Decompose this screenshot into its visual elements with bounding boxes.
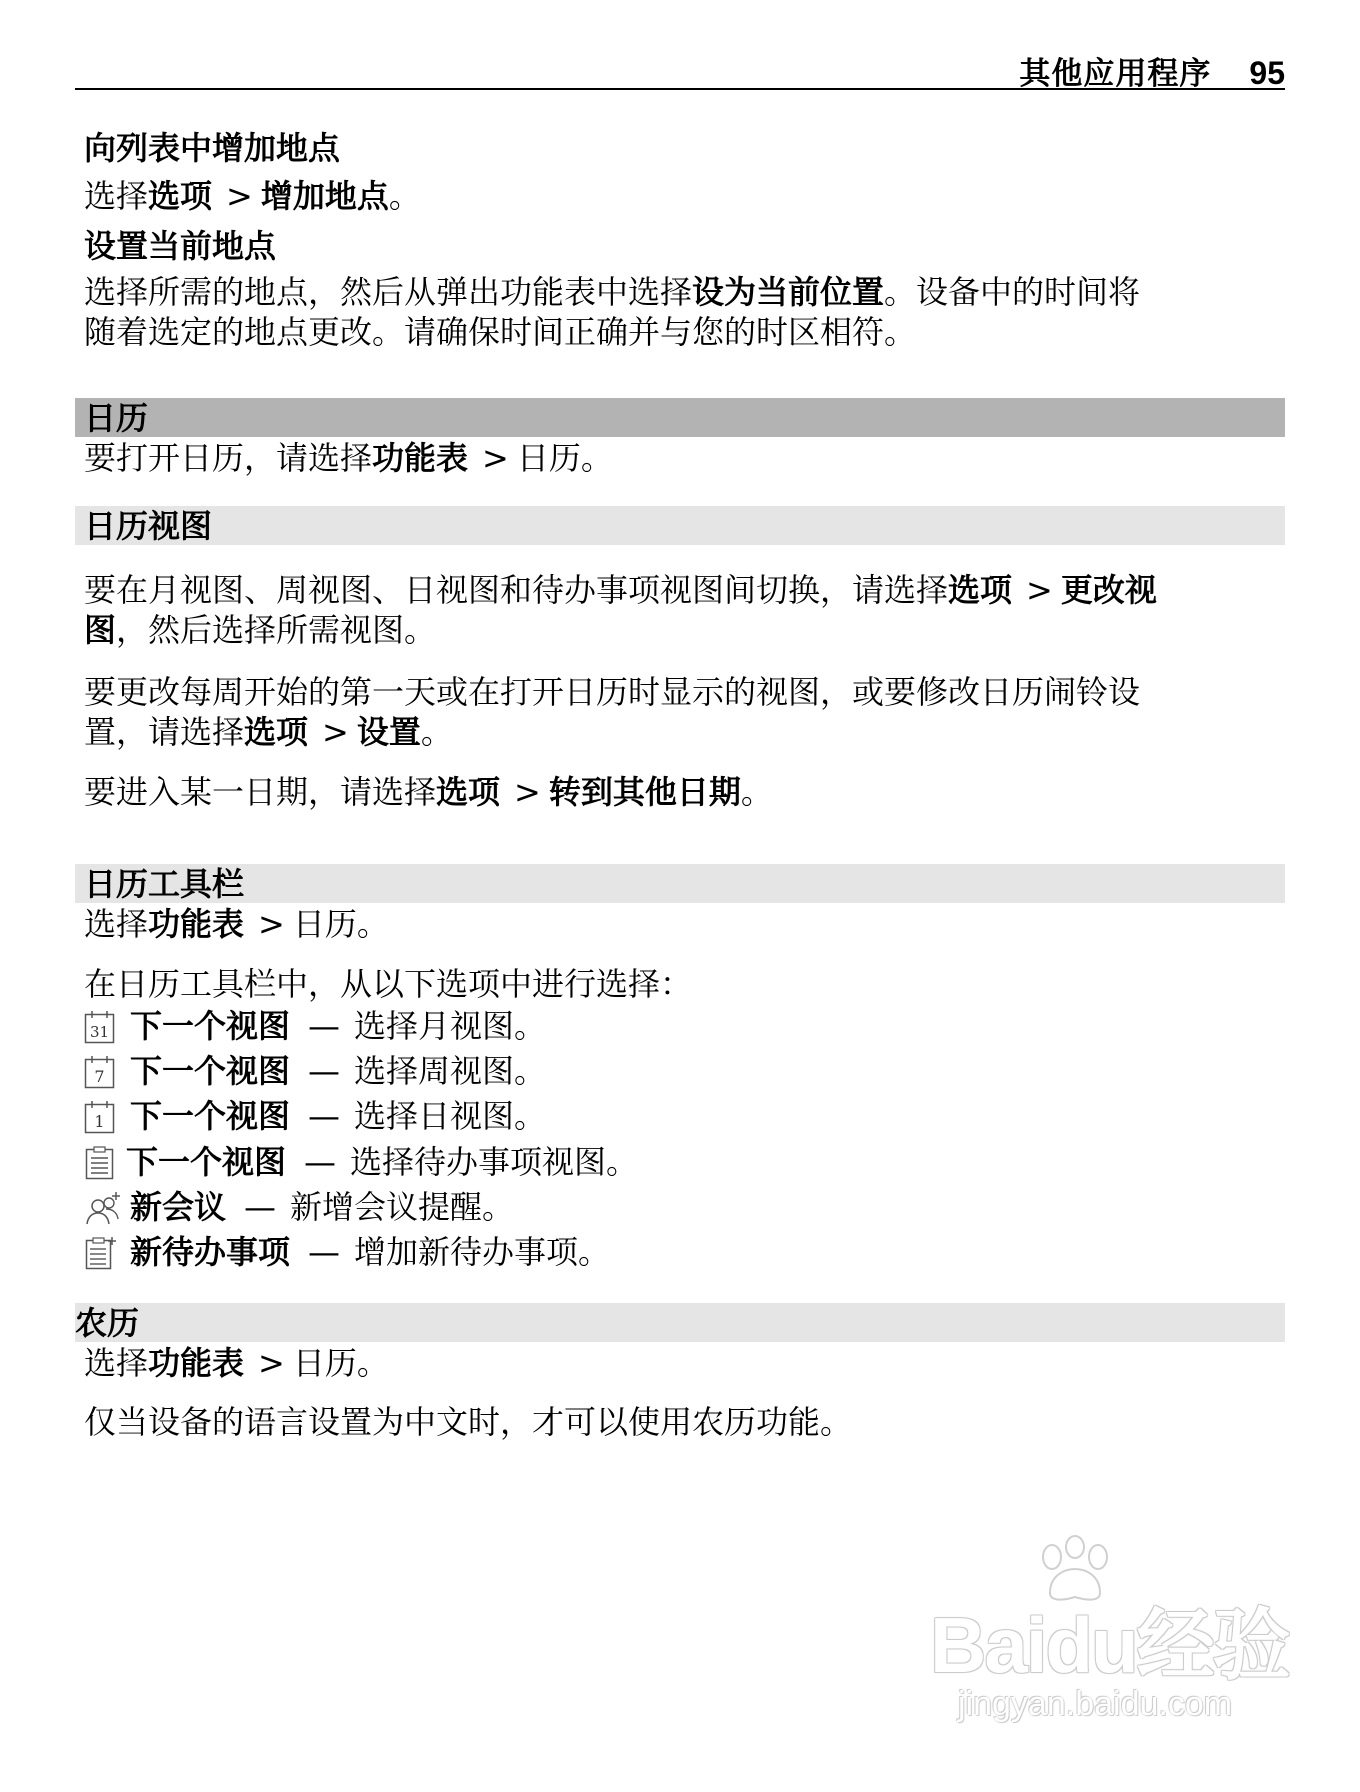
set-location-text-line1: 选择所需的地点，然后从弹出功能表中选择设为当前位置。设备中的时间将 xyxy=(84,273,1141,311)
options-label: 选项 xyxy=(948,571,1013,609)
new-todo-icon xyxy=(84,1236,116,1270)
settings-label: 设置 xyxy=(356,713,421,751)
add-location-heading: 向列表中增加地点 xyxy=(84,129,341,167)
add-location-section xyxy=(84,128,421,216)
lunar-heading: 农历 xyxy=(75,1304,140,1342)
toolbar-open-text: 选择功能表 > 日历。 xyxy=(84,905,389,943)
go-to-date-label: 转到其他日期 xyxy=(548,773,741,811)
calendar-heading: 日历 xyxy=(84,399,149,437)
month-view-icon xyxy=(84,1010,116,1044)
lunar-heading-bar xyxy=(75,1303,1285,1342)
day-view-icon xyxy=(84,1100,116,1134)
set-current-location-label: 设为当前位置 xyxy=(692,273,885,311)
todo-view-icon xyxy=(84,1146,116,1180)
calendar-views-heading-bar xyxy=(75,506,1285,545)
menu-label: 功能表 xyxy=(148,905,245,943)
baidu-watermark xyxy=(930,1535,1290,1755)
options-label: 选项 xyxy=(244,713,309,751)
add-location-label: 增加地点 xyxy=(260,177,389,215)
svg-text:1: 1 xyxy=(94,1112,105,1131)
week-view-icon xyxy=(84,1055,116,1089)
toolbar-item-label: 新会议 xyxy=(130,1188,227,1226)
toolbar-item-label: 下一个视图 xyxy=(130,1097,291,1135)
calendar-open-text: 要打开日历，请选择功能表 > 日历。 xyxy=(84,439,613,477)
views-paragraph-3: 要进入某一日期，请选择选项 > 转到其他日期。 xyxy=(84,773,773,811)
calendar-toolbar-heading-bar xyxy=(75,864,1285,903)
toolbar-intro: 在日历工具栏中，从以下选项中进行选择： xyxy=(84,965,693,1003)
page-number: 95 xyxy=(1249,55,1285,91)
calendar-heading-bar xyxy=(75,398,1285,437)
calendar-views-heading: 日历视图 xyxy=(84,507,213,545)
manual-page: 其他应用程序 95 向列表中增加地点 选择选项 > 增加地点。 设置当前地点 选择所需的地点，然后从弹出功能表中选择设为当前位置。设备中的时间将 随着选定的地点更改。请确保时间正确并与您的时区相符。 日历 要打开日历，请选择功能表 > 日历。 日历视图 要在月视图、周视图、日视图和待办事项视图间切换，请选择选项 > 更改视 图，然后选择所需视图。 要更改每周开始的第一天或在打开日历时显示的视图，或要修改日历闹铃设 置，请选择选项 > 设置。 要进入某一日期，请选择选项 > 转到其他日期。 日历工具栏 选择功能表 > 日历。 在日历工具栏中，从以下选项中进行选择： 31 下一个视图 — 选择月视图。 7 下一个视图 — 选择周视图。 1 下一个视图 — 选择日视图。 下一个视图 — 选择待办事项视图。 新会议 — 新增会议提醒。 新待办事项 — 增加新待办事项。 农历 选择功能表 > 日历。 仅当设备的语言设置为中文时，才可以使用农历功能。 Baidu经验 jingyan.baidu.com xyxy=(0,0,1360,1792)
section-title: 其他应用程序 xyxy=(1019,56,1212,92)
set-location-section xyxy=(84,226,1140,352)
set-location-heading: 设置当前地点 xyxy=(84,227,277,265)
menu-label: 功能表 xyxy=(372,439,469,477)
options-label: 选项 xyxy=(148,177,213,215)
calendar-toolbar-heading: 日历工具栏 xyxy=(84,865,245,903)
lunar-description: 仅当设备的语言设置为中文时，才可以使用农历功能。 xyxy=(84,1403,853,1441)
running-header xyxy=(75,48,1285,90)
toolbar-item-label: 下一个视图 xyxy=(130,1007,291,1045)
change-view-label: 更改视 xyxy=(1060,571,1157,609)
toolbar-item-label: 下一个视图 xyxy=(130,1052,291,1090)
watermark-brand: Baidu经验 xyxy=(930,1601,1289,1689)
views-paragraph-2: 要更改每周开始的第一天或在打开日历时显示的视图，或要修改日历闹铃设 置，请选择选项 > 设置。 xyxy=(84,673,1141,751)
watermark-url: jingyan.baidu.com xyxy=(958,1685,1233,1723)
views-paragraph-1: 要在月视图、周视图、日视图和待办事项视图间切换，请选择选项 > 更改视 图，然后选择所需视图。 xyxy=(84,571,1157,649)
options-label: 选项 xyxy=(436,773,501,811)
svg-text:7: 7 xyxy=(94,1067,105,1086)
toolbar-item-label: 下一个视图 xyxy=(126,1143,287,1181)
lunar-open-text: 选择功能表 > 日历。 xyxy=(84,1344,389,1382)
add-location-text: 选择选项 > 增加地点。 xyxy=(84,177,421,215)
set-location-text-line2: 随着选定的地点更改。请确保时间正确并与您的时区相符。 xyxy=(84,313,917,351)
menu-label: 功能表 xyxy=(148,1344,245,1382)
toolbar-item-label: 新待办事项 xyxy=(130,1233,291,1271)
svg-text:31: 31 xyxy=(89,1023,110,1041)
new-meeting-icon xyxy=(84,1191,124,1225)
